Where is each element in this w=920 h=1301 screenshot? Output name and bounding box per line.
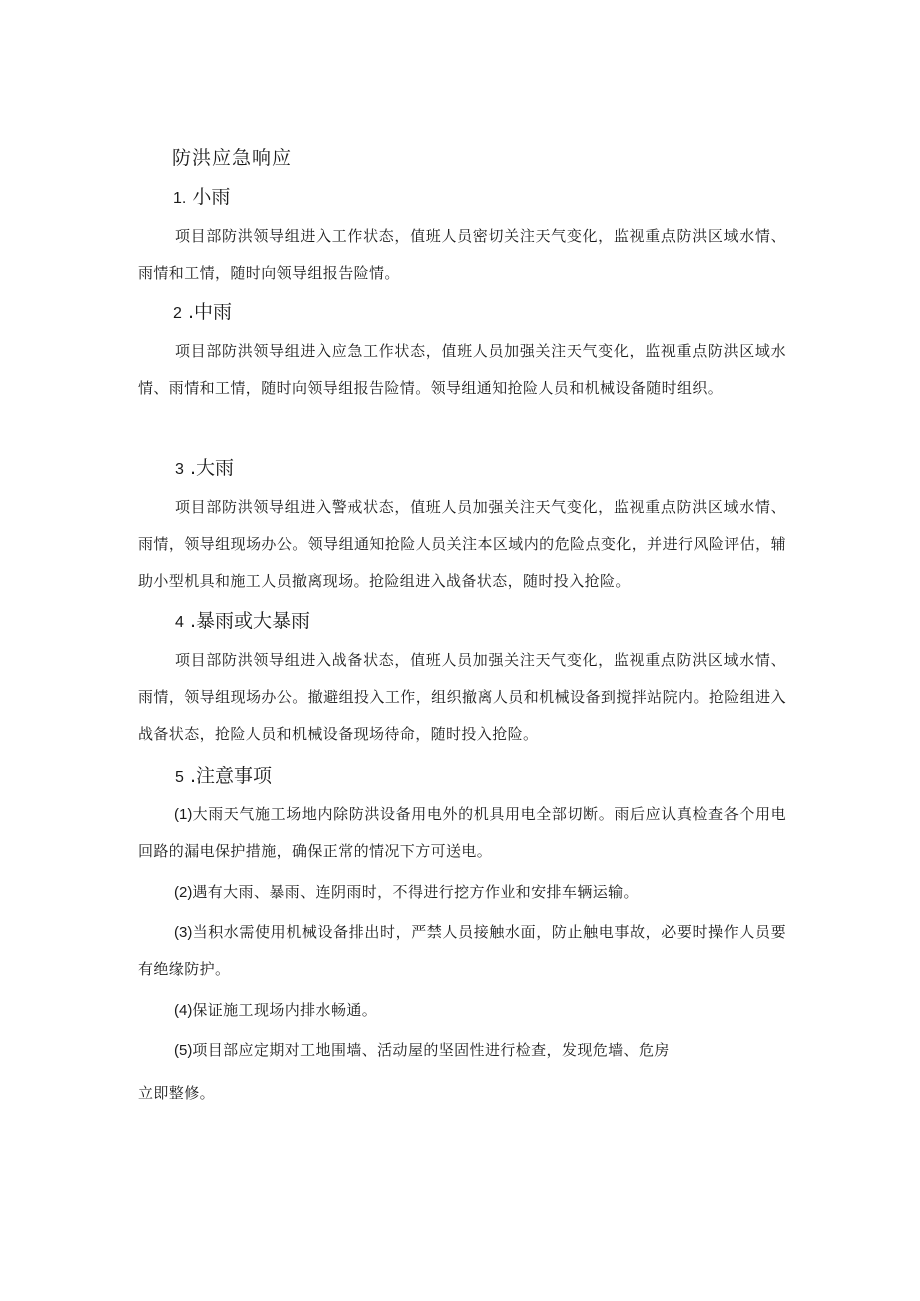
note-item-5 — [138, 1032, 758, 1069]
note-item-3 — [138, 914, 786, 988]
section-heading-5 — [175, 764, 823, 790]
section-title: .大雨 — [189, 457, 234, 479]
section-heading-2 — [173, 300, 821, 326]
section-number: 3 — [175, 461, 184, 478]
section-title: 小雨 — [192, 186, 231, 208]
section-number: 4 — [175, 614, 184, 631]
section-heading-3 — [175, 456, 823, 482]
note-item-4 — [138, 992, 786, 1029]
document-title: 防洪应急响应 — [172, 147, 293, 169]
note-item-1 — [138, 796, 786, 870]
section-number: 2 — [173, 305, 182, 322]
note-text: 项目部应定期对工地围墙、活动屋的坚固性进行检查，发现危墙、危房 — [192, 1041, 670, 1059]
section-heading-1 — [173, 185, 821, 211]
section-body-4: 项目部防洪领导组进入战备状态，值班人员加强关注天气变化，监视重点防洪区域水情、雨情，领导组现场办公。撤避组投入工作，组织撤离人员和机械设备到搅拌站院内。抢险组进入战备状态，抢险人员和机械设备现场待命，随时投入抢险。 — [138, 651, 786, 743]
note-label: (1) — [174, 806, 193, 823]
section-title: .暴雨或大暴雨 — [189, 610, 310, 632]
section-body-2: 项目部防洪领导组进入应急工作状态，值班人员加强关注天气变化，监视重点防洪区域水情、雨情和工情，随时向领导组报告险情。领导组通知抢险人员和机械设备随时组织。 — [138, 342, 786, 397]
section-number: 1. — [173, 190, 187, 207]
note-label: (3) — [174, 924, 193, 941]
note-text: 当积水需使用机械设备排出时，严禁人员接触水面，防止触电事故，必要时操作人员要有绝缘防护。 — [138, 923, 786, 978]
section-body-1: 项目部防洪领导组进入工作状态，值班人员密切关注天气变化，监视重点防洪区域水情、雨情和工情，随时向领导组报告险情。 — [138, 227, 786, 282]
section-title: .中雨 — [187, 301, 232, 323]
section-title: .注意事项 — [189, 765, 272, 787]
section-number: 5 — [175, 769, 184, 786]
note-label: (5) — [174, 1042, 193, 1059]
note-label: (4) — [174, 1002, 193, 1019]
note-item-2 — [138, 874, 786, 911]
section-heading-4 — [175, 609, 823, 635]
note-text: 保证施工现场内排水畅通。 — [192, 1001, 378, 1019]
note-text: 遇有大雨、暴雨、连阴雨时，不得进行挖方作业和安排车辆运输。 — [192, 883, 639, 901]
note-label: (2) — [174, 884, 193, 901]
note-closing: 立即整修。 — [138, 1084, 216, 1102]
section-body-3: 项目部防洪领导组进入警戒状态，值班人员加强关注天气变化，监视重点防洪区域水情、雨情，领导组现场办公。领导组通知抢险人员关注本区域内的危险点变化，并进行风险评估，辅助小型机具和施工人员撤离现场。抢险组进入战备状态，随时投入抢险。 — [138, 498, 786, 590]
note-text: 大雨天气施工场地内除防洪设备用电外的机具用电全部切断。雨后应认真检查各个用电回路的漏电保护措施，确保正常的情况下方可送电。 — [138, 805, 786, 860]
